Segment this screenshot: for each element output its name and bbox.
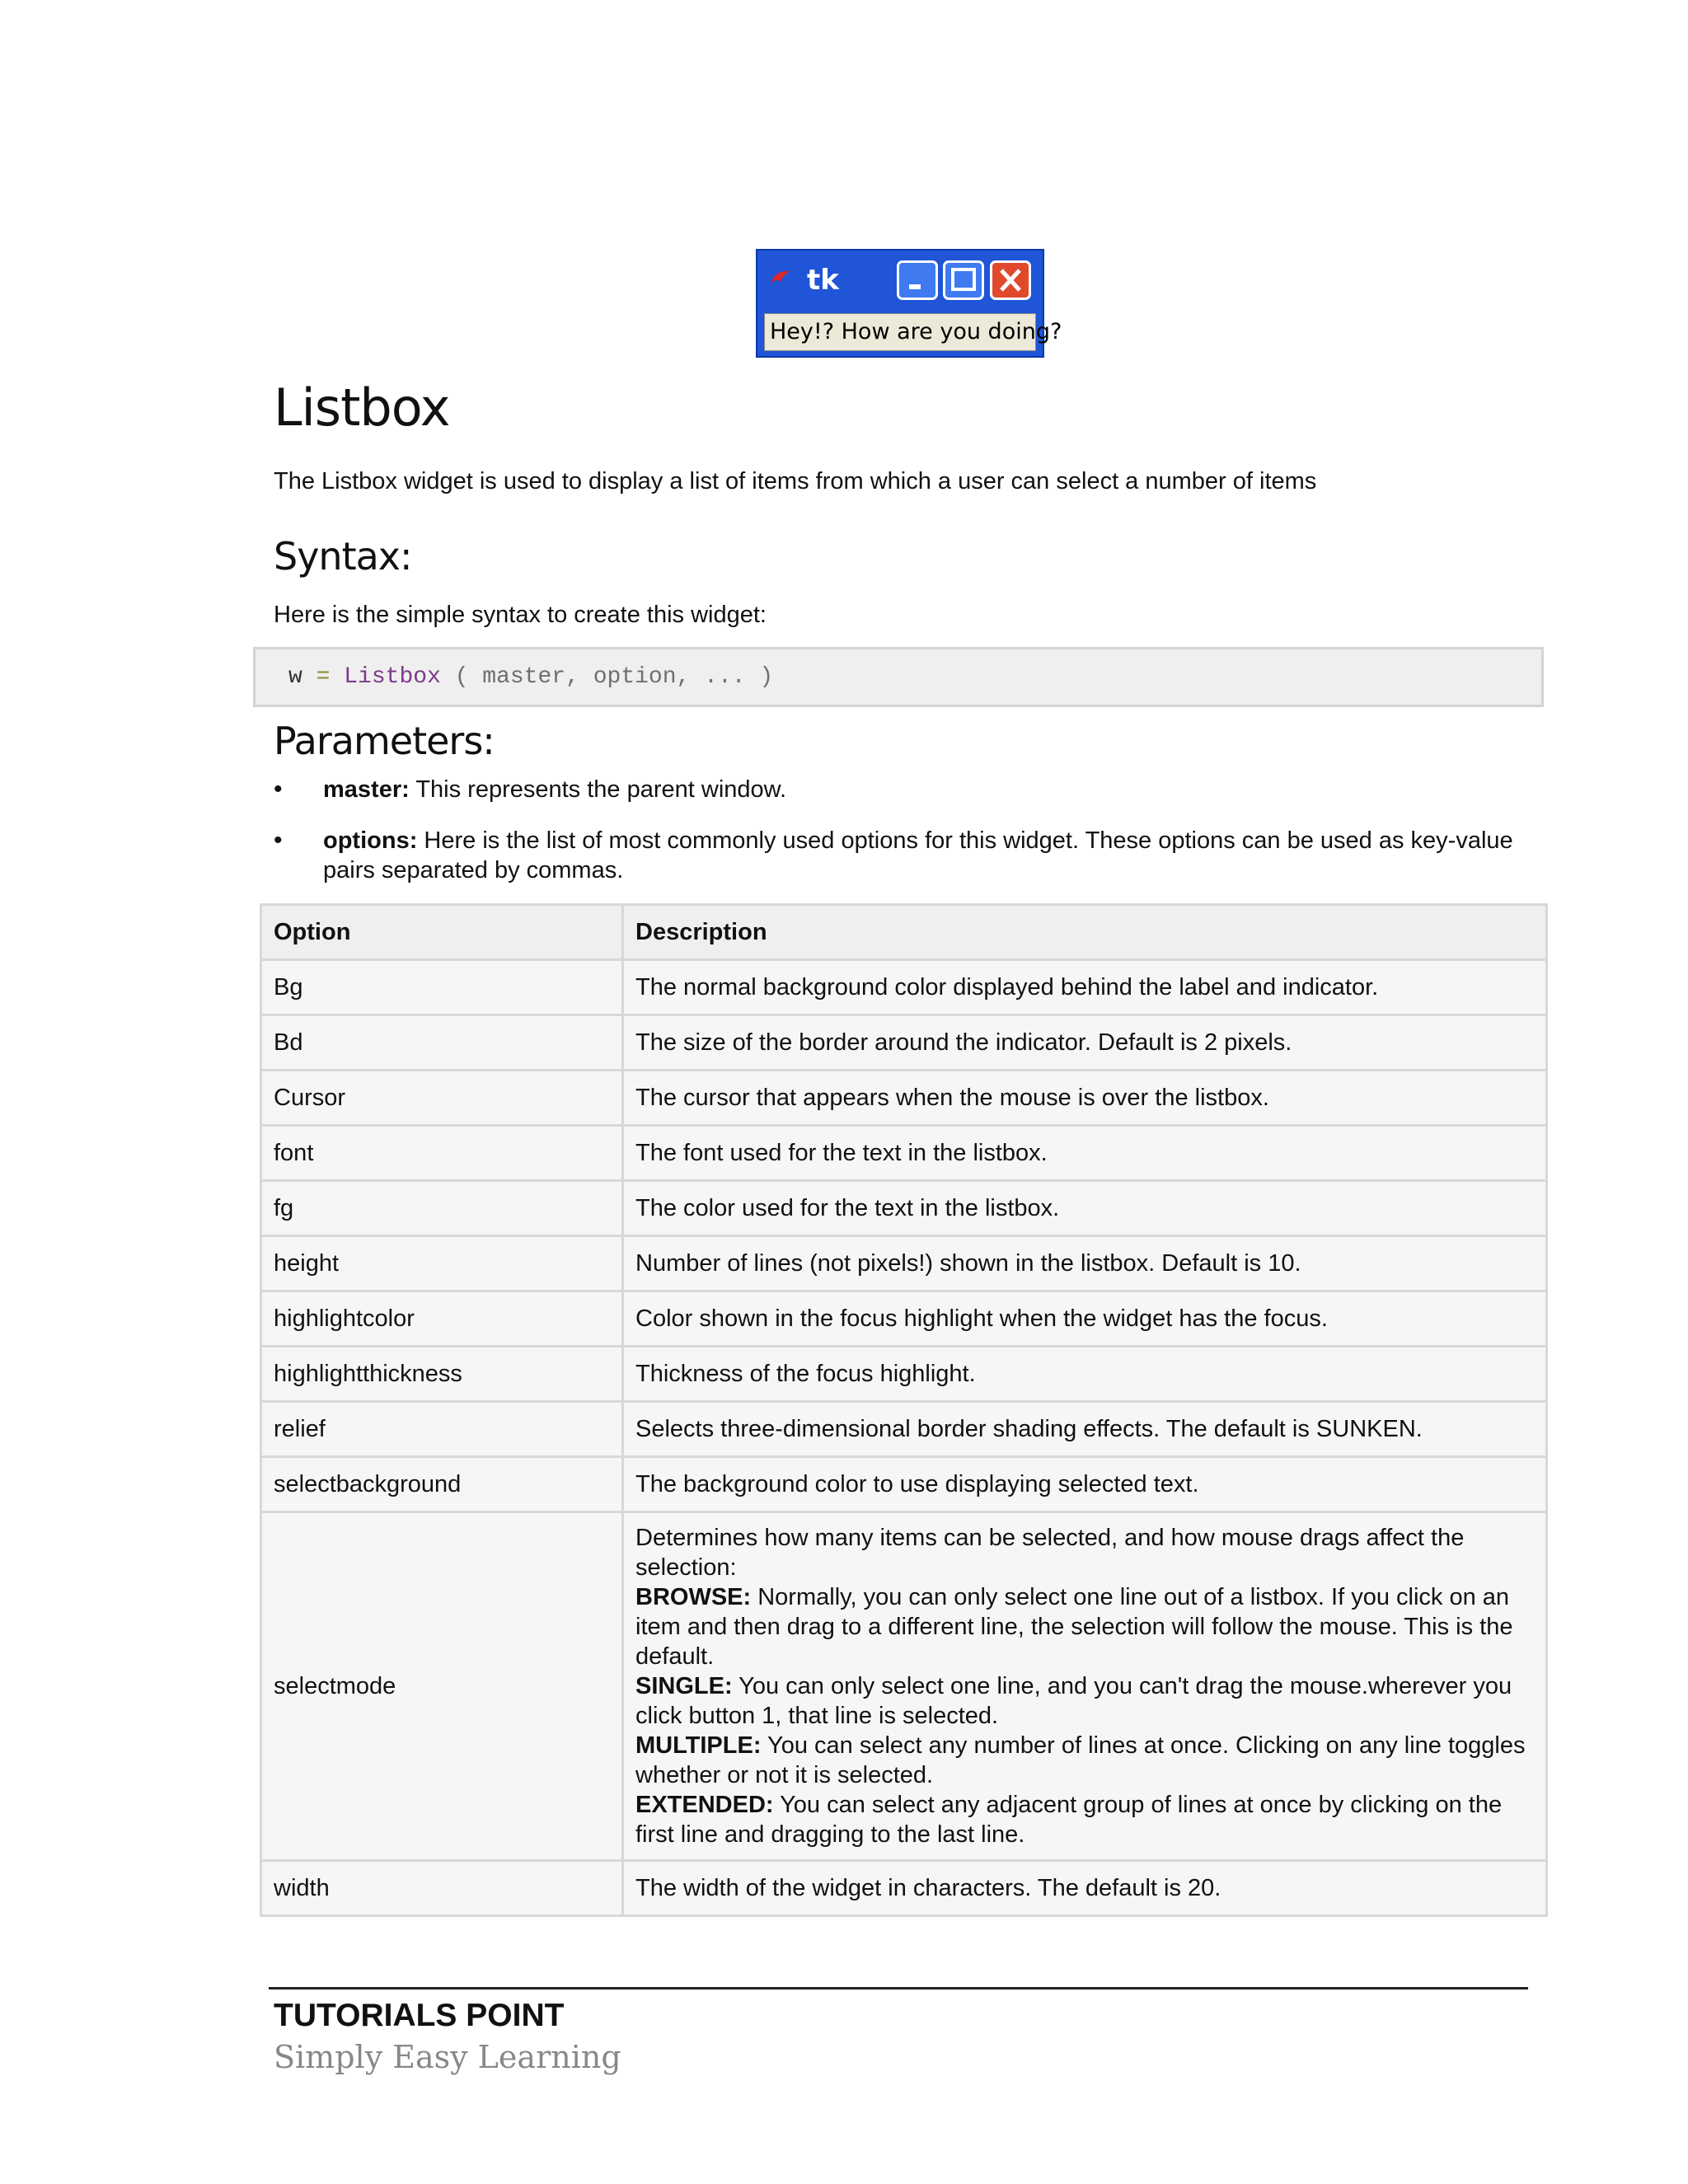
code-eq: = (316, 664, 331, 690)
list-item (274, 826, 1526, 885)
code-args: ( master, option, ... ) (454, 664, 774, 690)
mode-text: Normally, you can only select one line out of a listbox. If you click on an item and then drag to a different line, the selection will follow the mouse. This is the default. (635, 1584, 1513, 1670)
option-cell: selectbackground (261, 1457, 623, 1512)
option-cell: Bd (261, 1015, 623, 1071)
syntax-lead: Here is the simple syntax to create this widget: (274, 602, 767, 628)
option-cell: font (261, 1126, 623, 1181)
table-row (261, 1402, 1547, 1457)
mode-text: You can select any number of lines at once. Clicking on any line toggles whether or not it is selected. (635, 1732, 1526, 1788)
column-header-description: Description (623, 905, 1547, 960)
table-row (261, 1236, 1547, 1291)
table-row (261, 1071, 1547, 1126)
tk-titlebar (757, 251, 1043, 302)
maximize-icon (945, 263, 982, 298)
table-row (261, 1015, 1547, 1071)
description-cell: Selects three-dimensional border shading effects. The default is SUNKEN. (623, 1402, 1547, 1457)
code-var: w (288, 664, 302, 690)
selectmode-browse (635, 1582, 1534, 1671)
tk-window-title: tk (807, 264, 839, 297)
option-cell: Bg (261, 960, 623, 1015)
syntax-heading: Syntax: (274, 534, 412, 579)
mode-term: MULTIPLE: (635, 1732, 762, 1759)
code-fn: Listbox (344, 664, 441, 690)
section-title: Listbox (274, 377, 450, 438)
minimize-icon (899, 263, 935, 298)
bullet-icon: • (274, 776, 283, 803)
table-row-selectmode (261, 1512, 1547, 1861)
options-table (260, 903, 1548, 1917)
param-text: Here is the list of most commonly used options for this widget. These options can be used as key-value pairs separated by commas. (323, 827, 1513, 883)
option-cell: width (261, 1861, 623, 1916)
option-cell: highlightthickness (261, 1347, 623, 1402)
option-cell: height (261, 1236, 623, 1291)
list-item (274, 775, 1526, 804)
footer-brand: TUTORIALS POINT (274, 1998, 565, 2033)
selectmode-extended (635, 1790, 1534, 1849)
description-cell: The color used for the text in the listbox. (623, 1181, 1547, 1236)
selectmode-single (635, 1671, 1534, 1731)
table-row (261, 1181, 1547, 1236)
selectmode-intro: Determines how many items can be selected, and how mouse drags affect the selection: (635, 1525, 1465, 1581)
syntax-code-block (253, 647, 1544, 707)
description-cell: The font used for the text in the listbox. (623, 1126, 1547, 1181)
table-row (261, 1347, 1547, 1402)
mode-term: BROWSE: (635, 1584, 752, 1610)
option-cell: relief (261, 1402, 623, 1457)
close-icon (992, 263, 1029, 298)
option-cell: selectmode (261, 1512, 623, 1861)
description-cell (623, 1512, 1547, 1861)
param-term: options: (323, 827, 418, 854)
description-cell: Number of lines (not pixels!) shown in the listbox. Default is 10. (623, 1236, 1547, 1291)
section-intro: The Listbox widget is used to display a list of items from which a user can select a number of items (274, 468, 1317, 494)
minimize-button[interactable] (897, 260, 938, 300)
table-row (261, 960, 1547, 1015)
tk-window-screenshot (756, 249, 1062, 358)
description-cell: The size of the border around the indicator. Default is 2 pixels. (623, 1015, 1547, 1071)
close-button[interactable] (990, 260, 1031, 300)
table-header-row (261, 905, 1547, 960)
maximize-button[interactable] (943, 260, 984, 300)
parameters-list (274, 775, 1526, 907)
description-cell: The normal background color displayed behind the label and indicator. (623, 960, 1547, 1015)
description-cell: The background color to use displaying selected text. (623, 1457, 1547, 1512)
mode-term: SINGLE: (635, 1673, 733, 1699)
param-term: master: (323, 776, 410, 803)
table-row (261, 1126, 1547, 1181)
tk-message-label: Hey!? How are you doing? (764, 313, 1036, 351)
param-text: This represents the parent window. (415, 776, 787, 803)
table-row (261, 1291, 1547, 1347)
option-cell: Cursor (261, 1071, 623, 1126)
footer-divider (269, 1987, 1528, 1990)
mode-term: EXTENDED: (635, 1792, 774, 1818)
bullet-icon: • (274, 827, 283, 854)
footer-tagline: Simply Easy Learning (274, 2039, 621, 2075)
parameters-heading: Parameters: (274, 719, 495, 763)
description-cell: Color shown in the focus highlight when the widget has the focus. (623, 1291, 1547, 1347)
table-row (261, 1861, 1547, 1916)
description-cell: The width of the widget in characters. The default is 20. (623, 1861, 1547, 1916)
column-header-option: Option (261, 905, 623, 960)
mode-text: You can only select one line, and you can't drag the mouse.wherever you click button 1, that line is selected. (635, 1673, 1512, 1729)
mode-text: You can select any adjacent group of lines at once by clicking on the first line and dragging to the last line. (635, 1792, 1503, 1848)
table-row (261, 1457, 1547, 1512)
option-cell: highlightcolor (261, 1291, 623, 1347)
selectmode-multiple (635, 1731, 1534, 1790)
option-cell: fg (261, 1181, 623, 1236)
tk-feather-logo-icon (769, 269, 792, 287)
description-cell: The cursor that appears when the mouse is over the listbox. (623, 1071, 1547, 1126)
description-cell: Thickness of the focus highlight. (623, 1347, 1547, 1402)
